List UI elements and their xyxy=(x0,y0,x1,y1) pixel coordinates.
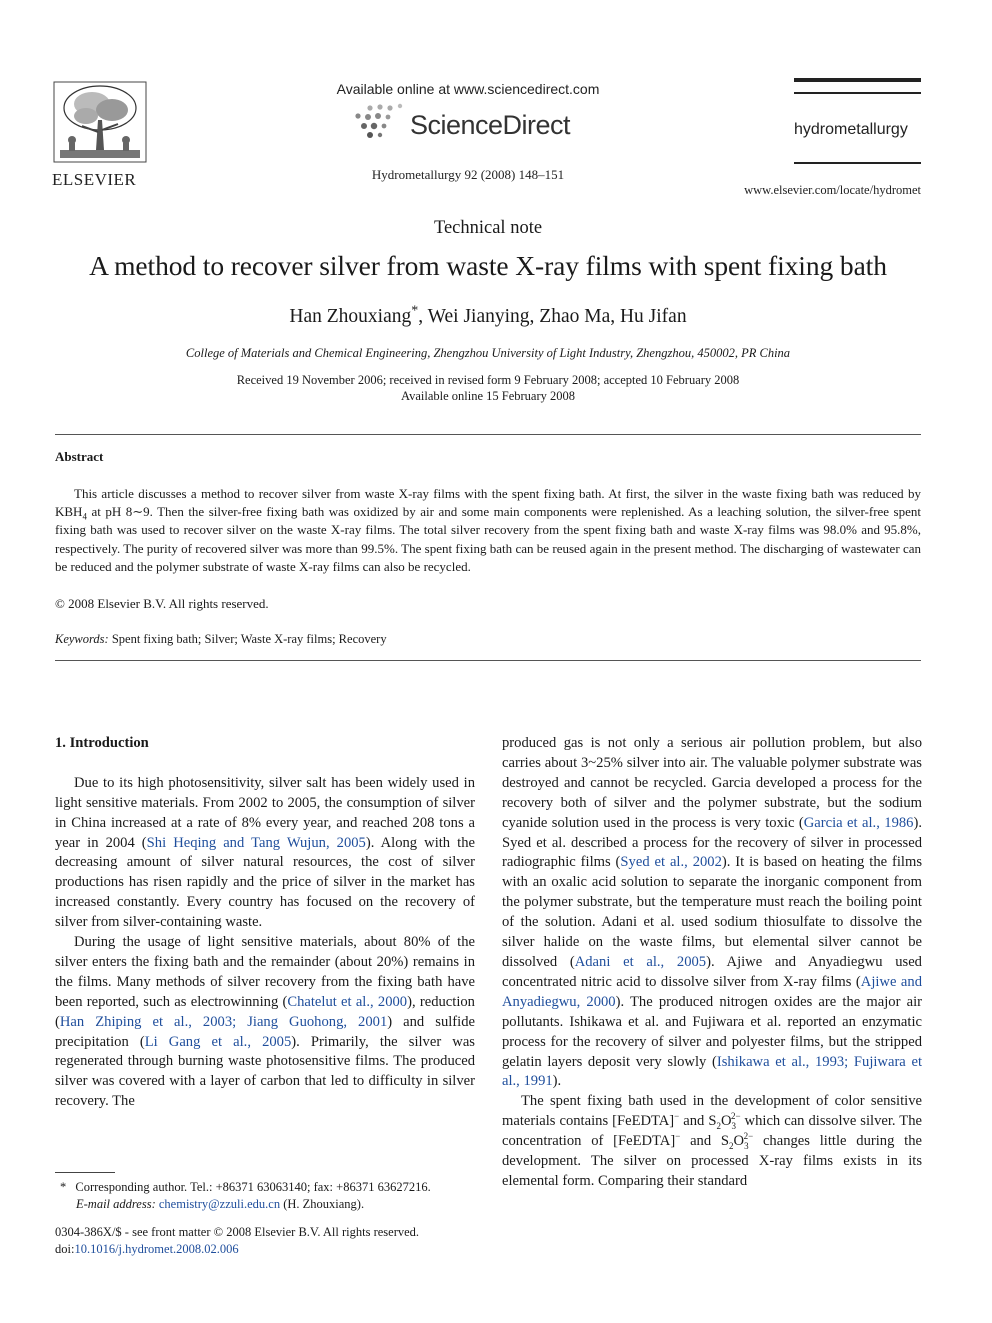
abstract-heading: Abstract xyxy=(55,449,104,464)
footnote-rule xyxy=(55,1172,115,1173)
journal-brand-rule-top xyxy=(794,78,921,82)
author-list xyxy=(0,303,976,328)
reference-link[interactable]: Syed et al., 2002 xyxy=(620,854,722,871)
available-online-text: Available online at www.sciencedirect.com xyxy=(336,81,600,97)
issn-line: 0304-386X/$ - see front matter © 2008 Elsevier B.V. All rights reserved. xyxy=(55,1225,420,1239)
section-heading: 1. Introduction xyxy=(55,735,149,751)
author-corresponding[interactable]: Han Zhouxiang xyxy=(289,306,412,327)
reference-link[interactable]: Shi Heqing and Tang Wujun, 2005 xyxy=(146,834,366,851)
journal-brand: hydrometallurgy xyxy=(794,121,908,138)
doi-link[interactable]: 10.1016/j.hydromet.2008.02.006 xyxy=(74,1242,239,1256)
journal-brand-rule-lower xyxy=(794,162,921,164)
reference-link[interactable]: Garcia et al., 1986 xyxy=(803,814,914,831)
keywords-line xyxy=(55,632,387,647)
intro-paragraph-1: Due to its high photosensitivity, silver salt has been widely used in light sensitive materials. From 2002 to 2005, the consumption of silver in China increased at a rate of 8% every year, and reached 208 tons a year in 2004 (Shi Heqing and Tang Wujun, 2005). Along with the decreasing amount of silver natural resources, the cost of silver productions has risen rapidly and the price of silver in the market has increased constantly. Every country has focused on the recovery of silver from silver-containing waste. xyxy=(55,774,475,931)
keywords-label: Keywords: xyxy=(55,632,109,646)
intro-paragraph-2-continued: produced gas is not only a serious air pollution problem, but also carries about 3~25% silver into air. The valuable polymer substrate was destroyed and cannot be recycled. Garcia developed a process for the recovery both of silver and the polymer substrate, but the sodium cyanide solution used in the process is very toxic (Garcia et al., 1986). Syed et al. described a process for the recovery of silver in processed radiographic films (Syed et al., 2002). It is based on heating the films with an oxalic acid solution to separate the inorganic component from the polymer substrate, but the temperature must reach the boiling point of the solution. Adani et al. used sodium thiosulfate to dissolve the silver halide on the waste films, but elemental silver cannot be dissolved (Adani et al., 2005). Ajiwe and Anyadiegwu used concentrated nitric acid to dissolve silver from X-ray films (Ajiwe and Anyadiegwu, 2000). The produced nitrogen oxides are the major air pollutants. Ishikawa et al. and Fujiwara et al. reported an enzymatic process for the recovery of silver and polyester films, but the stripped gelatin layers deposit very slowly (Ishikawa et al., 1993; Fujiwara et al., 1991). xyxy=(502,735,923,1090)
divider-top xyxy=(55,434,921,435)
footnote-corresponding: * Corresponding author. Tel.: +86371 63063140; fax: +86371 63627216. xyxy=(60,1180,431,1194)
divider-bottom xyxy=(55,660,921,661)
article-type: Technical note xyxy=(433,218,543,238)
journal-brand-rule-bottom xyxy=(794,92,921,94)
sciencedirect-wordmark: ScienceDirect xyxy=(410,110,571,140)
sciencedirect-logo xyxy=(350,102,590,144)
author-others: , Wei Jianying, Zhao Ma, Hu Jifan xyxy=(418,306,687,327)
reference-link[interactable]: Han Zhiping et al., 2003; Jiang Guohong, 2001 xyxy=(59,1013,388,1030)
intro-paragraph-2: During the usage of light sensitive materials, about 80% of the silver enters the fixing bath and the remainder (about 20%) remains in the films. Many methods of silver recovery from the fixing bath have been reported, such as electrowinning (Chatelut et al., 2000), reduction (Han Zhiping et al., 2003; Jiang Guohong, 2001) and sulfide precipitation (Li Gang et al., 2005). Primarily, the silver was regenerated through burning waste photosensitive films. The produced silver was covered with a layer of carbon that led to difficulty in silver recovery. The xyxy=(55,934,475,1110)
journal-url[interactable]: www.elsevier.com/locate/hydromet xyxy=(744,183,921,197)
intro-paragraph-3: The spent fixing bath used in the development of color sensitive materials contains [FeEDTA]− and $S_2O_3^{2-}$ which can dissolve silver. The concentration of [FeEDTA]− and $S_2O_3^{2-}$ changes little during the development. The silver on processed X-ray films exists in its elemental form. Comparing their standard xyxy=(502,1093,922,1189)
column-right xyxy=(502,734,922,1192)
sciencedirect-dots-icon xyxy=(350,102,408,142)
elsevier-wordmark: ELSEVIER xyxy=(52,170,137,189)
reference-link[interactable]: Li Gang et al., 2005 xyxy=(144,1033,292,1050)
column-left xyxy=(55,734,475,1112)
copyright-line: © 2008 Elsevier B.V. All rights reserved. xyxy=(55,596,269,611)
elsevier-logo xyxy=(52,80,148,189)
footnote-mark: * xyxy=(60,1180,67,1194)
abstract-body: This article discusses a method to recover silver from waste X-ray films with the spent fixing bath. At first, the silver in the waste fixing bath was reduced by $KBH_4$ at pH 8∼9. Then the silver-free fixing bath was oxidized by air and some main components were replenished. As a leaching solution, the silver-free spent fixing bath was used to recover silver on the waste X-ray films. The total silver recovery from the spent fixing bath and waste X-ray films was 98.0% and 95.8%, respectively. The purity of recovered silver was more than 99.5%. The spent fixing bath can be reused again in the present method. The discharging of wastewater can be reduced and the polymer substrate of waste X-ray films can also be recycled. xyxy=(55,486,921,574)
email-link[interactable]: chemistry@zzuli.edu.cn xyxy=(158,1197,281,1211)
received-dates: Received 19 November 2006; received in revised form 9 February 2008; accepted 10 February 2008 xyxy=(236,373,740,387)
keywords-value: Spent fixing bath; Silver; Waste X-ray films; Recovery xyxy=(111,632,387,646)
elsevier-tree-icon xyxy=(52,80,148,164)
corresponding-mark[interactable]: * xyxy=(411,303,419,319)
article-title: A method to recover silver from waste X-ray films with spent fixing bath xyxy=(89,250,887,281)
reference-link[interactable]: Adani et al., 2005 xyxy=(574,953,707,970)
doi-line: doi:10.1016/j.hydromet.2008.02.006 xyxy=(55,1242,239,1256)
reference-link[interactable]: Ishikawa et al., 1993; Fujiwara et al., 1991 xyxy=(502,1053,923,1090)
footnote-email: E-mail address: chemistry@zzuli.edu.cn (H. Zhouxiang). xyxy=(76,1197,365,1211)
reference-link[interactable]: Chatelut et al., 2000 xyxy=(287,993,408,1010)
affiliation: College of Materials and Chemical Engineering, Zhengzhou University of Light Industry, Zhengzhou, 450002, PR China xyxy=(185,346,791,360)
reference-link[interactable]: Ajiwe and Anyadiegwu, 2000 xyxy=(502,973,922,1010)
journal-citation: Hydrometallurgy 92 (2008) 148–151 xyxy=(371,167,565,182)
available-date: Available online 15 February 2008 xyxy=(400,389,576,403)
